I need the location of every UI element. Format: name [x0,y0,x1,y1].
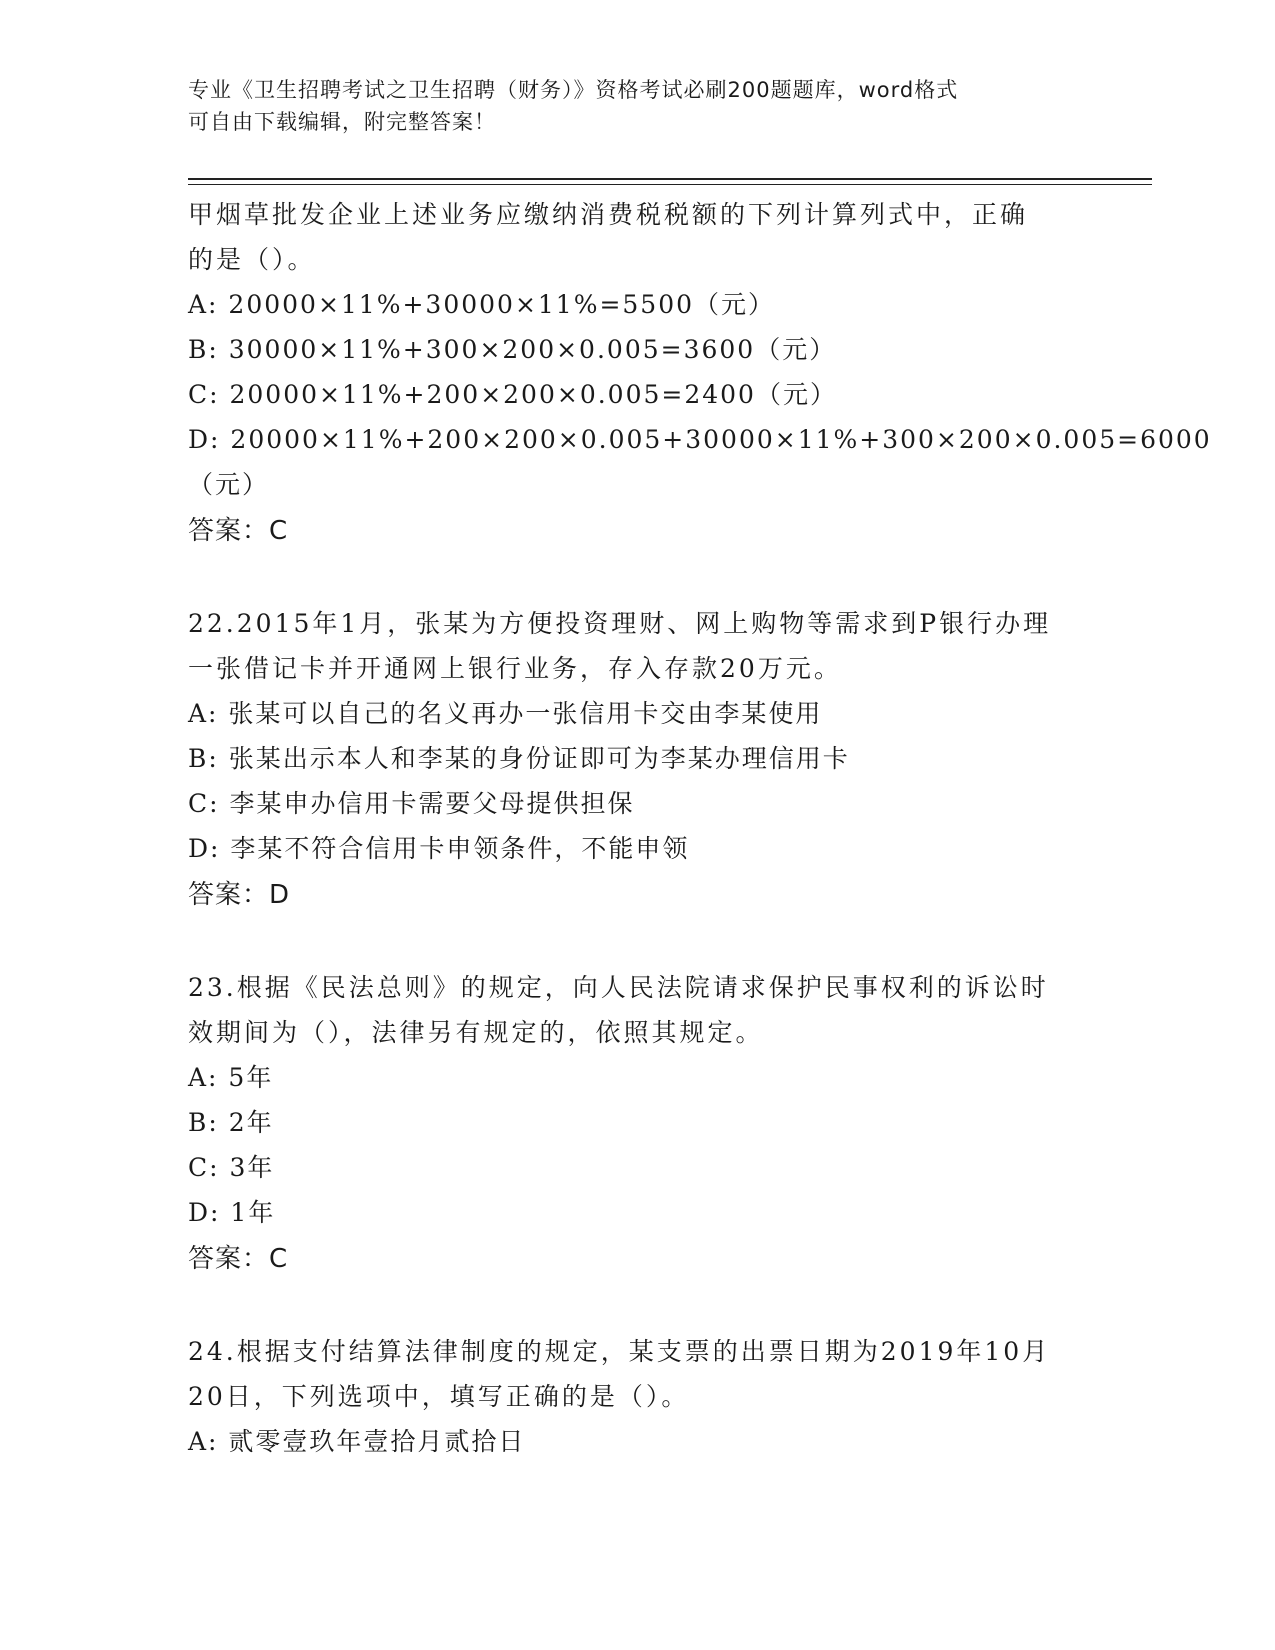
option-text: D: 1年 [188,1198,276,1227]
option-text: A: 贰零壹玖年壹拾月贰拾日 [188,1427,526,1456]
option-c [188,781,1088,826]
option-d [188,417,1212,507]
question-spacer [188,1283,1088,1329]
question-text-line: 24.根据支付结算法律制度的规定，某支票的出票日期为2019年10月 [188,1337,1051,1366]
header-divider-thick [188,178,1152,180]
question-block [188,1329,1088,1464]
header-divider-thin [188,184,1152,185]
question-text-line: 效期间为（），法律另有规定的，依照其规定。 [188,1018,764,1047]
option-d [188,1190,1088,1235]
option-b [188,1100,1088,1145]
question-text-line: 20日，下列选项中，填写正确的是（）。 [188,1382,690,1411]
option-a [188,691,1088,736]
option-b [188,327,1088,372]
question-text [188,601,1088,691]
header-line-2: 可自由下载编辑，附完整答案！ [188,110,496,134]
option-text: D: 20000×11%+200×200×0.005+30000×11%+300×200×0.005=6000 [188,425,1212,454]
option-text: A: 张某可以自己的名义再办一张信用卡交由李某使用 [188,699,823,728]
option-text: B: 张某出示本人和李某的身份证即可为李某办理信用卡 [188,744,850,773]
answer-line: 答案：C [188,1244,289,1274]
question-spacer [188,555,1088,601]
question-text-line: 22.2015年1月，张某为方便投资理财、网上购物等需求到P银行办理 [188,609,1052,638]
option-text: B: 30000×11%+300×200×0.005=3600（元） [188,335,837,364]
option-text: C: 李某申办信用卡需要父母提供担保 [188,789,635,818]
answer-line: 答案：C [188,516,289,546]
question-text [188,192,1088,282]
question-list [188,192,1212,1464]
question-text-line: 23.根据《民法总则》的规定，向人民法院请求保护民事权利的诉讼时 [188,973,1049,1002]
option-text: A: 20000×11%+30000×11%=5500（元） [188,290,776,319]
question-block [188,601,1088,919]
option-text: D: 李某不符合信用卡申领条件，不能申领 [188,834,690,863]
option-c [188,1145,1088,1190]
option-text: C: 20000×11%+200×200×0.005=2400（元） [188,380,837,409]
header-line-1: 专业《卫生招聘考试之卫生招聘（财务）》资格考试必刷200题题库，word格式 [188,78,959,102]
option-text: A: 5年 [188,1063,274,1092]
question-text-line: 的是（）。 [188,245,316,274]
question-text-line: 甲烟草批发企业上述业务应缴纳消费税税额的下列计算列式中，正确 [188,200,1029,229]
option-b [188,736,1088,781]
question-text [188,1329,1088,1419]
question-spacer [188,919,1088,965]
option-text-continued: （元） [188,470,270,499]
option-a [188,1055,1088,1100]
option-c [188,372,1088,417]
question-text-line: 一张借记卡并开通网上银行业务，存入存款20万元。 [188,654,842,683]
answer-line: 答案：D [188,880,291,910]
question-text [188,965,1088,1055]
option-a [188,282,1088,327]
question-block [188,192,1212,555]
question-block [188,965,1088,1283]
option-text: B: 2年 [188,1108,274,1137]
option-a [188,1419,1088,1464]
option-text: C: 3年 [188,1153,275,1182]
option-d [188,826,1088,871]
document-header [188,74,1088,138]
